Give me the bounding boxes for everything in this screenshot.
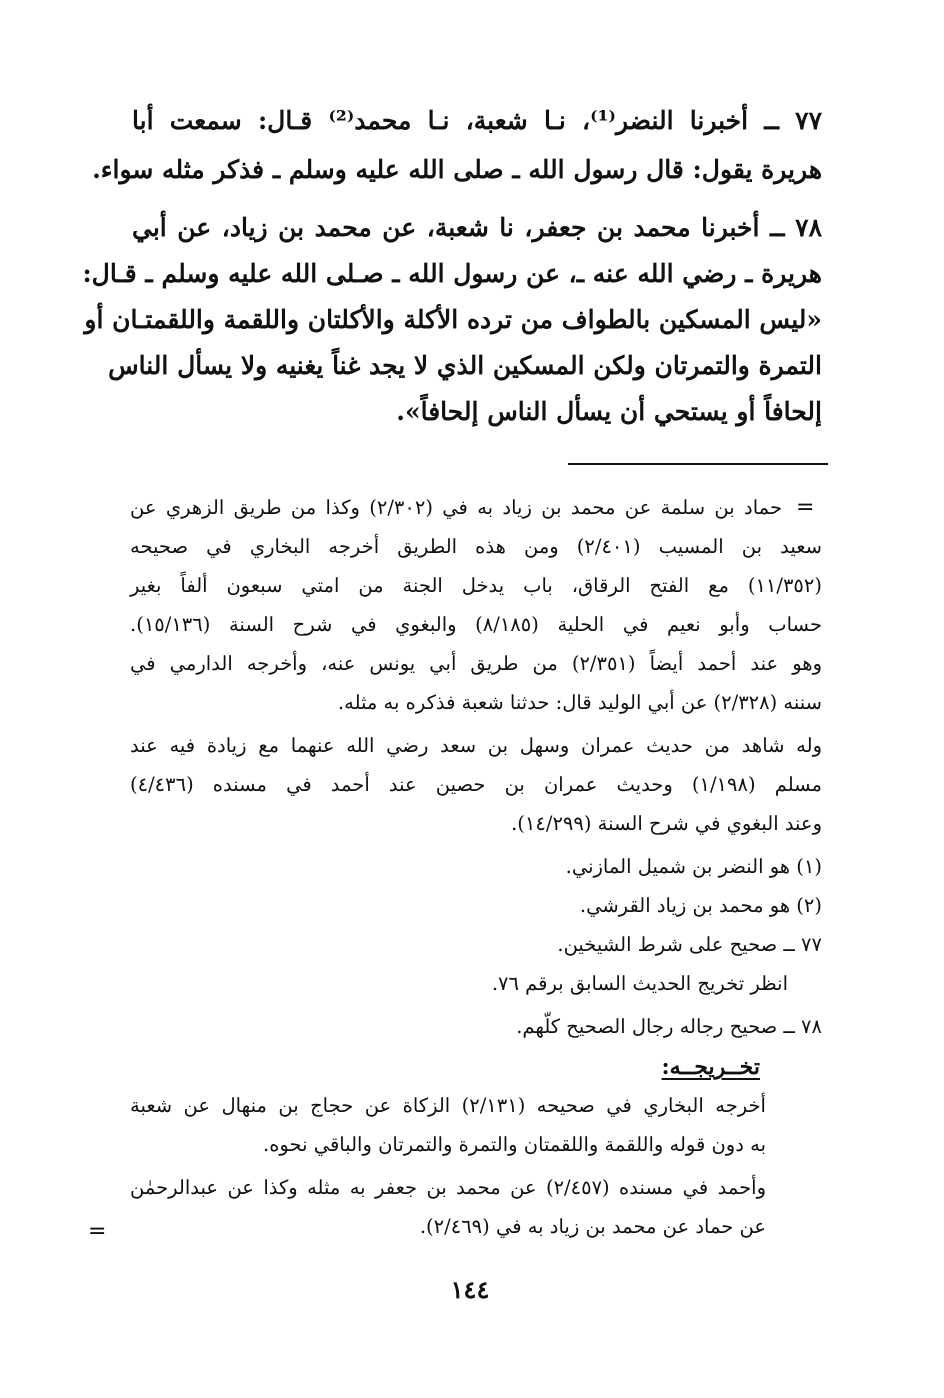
footnote-divider [568,463,828,465]
footnote-continued-line: حماد بن سلمة عن محمد بن زياد به في (٢/٣٠٢) وكذا من طريق الزهري عن [130,496,783,519]
footnote-continued-line: حساب وأبو نعيم في الحلية (٨/١٨٥) والبغوي في شرح السنة (١٥/١٣٦). [130,613,822,636]
footnote-witness-line: وعند البغوي في شرح السنة (١٤/٢٩٩). [511,812,822,835]
footnote-continued-line: (١١/٣٥٢) مع الفتح الرقاق، باب يدخل الجنة من امتي سبعون ألفاً بغير [130,574,822,597]
hadith-78-line-5: إلحافاً أو يستحي أن يسأل الناس إلحافاً». [396,397,822,426]
page-number: ١٤٤ [450,1275,490,1304]
takhrij-line: وأحمد في مسنده (٢/٤٥٧) عن محمد بن جعفر به مثله وكذا عن عبدالرحمٰن [130,1176,766,1199]
takhrij-line: به دون قوله واللقمة واللقمتان والتمرة والتمرتان والباقي نحوه. [263,1133,766,1156]
continues-marker: = [88,1219,107,1244]
footnote-77-grade: ٧٧ ــ صحيح على شرط الشيخين. [557,933,822,956]
footnote-77-reference: انظر تخريج الحديث السابق برقم ٧٦. [491,972,788,995]
hadith-78-line-1: ٧٨ ــ أخبرنا محمد بن جعفر، نا شعبة، عن محمد بن زياد، عن أبي [132,213,822,242]
footnote-continued-line: سعيد بن المسيب (٢/٤٠١) ومن هذه الطريق أخرجه البخاري في صحيحه [130,535,822,558]
takhrij-heading: تخــريجــه: [661,1054,760,1080]
hadith-78-line-4: التمرة والتمرتان ولكن المسكين الذي لا يجد غناً يغنيه ولا يسأل الناس [108,351,822,380]
footnote-continued-line: سننه (٢/٣٢٨) عن أبي الوليد قال: حدثنا شعبة فذكره به مثله. [337,691,822,714]
hadith-78-line-3: «ليس المسكين بالطواف من ترده الأكلة والأكلتان واللقمة واللقمتـان أو [84,305,822,334]
footnote-continued-line: وهو عند أحمد أيضاً (٢/٣٥١) من طريق أبي يونس عنه، وأخرجه الدارمي في [130,652,822,675]
footnote-78-grade: ٧٨ ــ صحيح رجاله رجال الصحيح كلّهم. [516,1015,822,1038]
continuation-marker: = [796,495,815,520]
footnote-1: (١) هو النضر بن شميل المازني. [565,855,822,878]
footnote-witness-line: وله شاهد من حديث عمران وسهل بن سعد رضي الله عنهما مع زيادة فيه عند [130,734,822,757]
footnote-witness-line: مسلم (١/١٩٨) وحديث عمران بن حصين عند أحمد في مسنده (٤/٤٣٦) [130,773,822,796]
hadith-77-line-1: ٧٧ ــ أخبرنا النضر⁽¹⁾، نـا شعبة، نـا محمد⁽²⁾ قـال: سمعت أبا [132,106,823,135]
takhrij-line: عن حماد عن محمد بن زياد به في (٢/٤٦٩). [419,1215,766,1238]
footnote-2: (٢) هو محمد بن زياد القرشي. [579,894,822,917]
takhrij-line: أخرجه البخاري في صحيحه (٢/١٣١) الزكاة عن حجاج بن منهال عن شعبة [130,1094,766,1117]
hadith-77-line-2: هريرة يقول: قال رسول الله ـ صلى الله عليه وسلم ـ فذكر مثله سواء. [92,155,822,184]
hadith-78-line-2: هريرة ـ رضي الله عنه ـ، عن رسول الله ـ صـلى الله عليه وسلم ـ قـال: [82,259,822,288]
